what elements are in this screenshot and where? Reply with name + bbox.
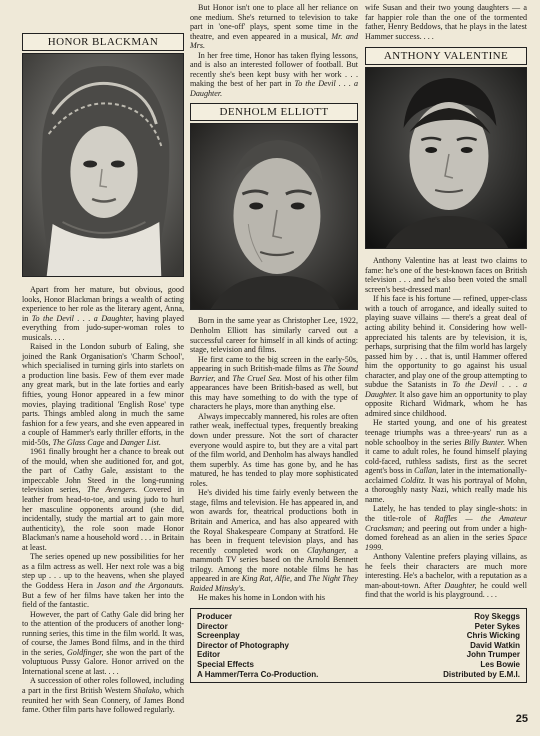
bio-paragraph: A succession of other roles followed, including a part in the first British Western Shalako, which reunited her with Sean Connery, of James Bond fame. Other film parts have followed regularly. [22, 676, 184, 715]
bio-paragraph: Always impeccably mannered, his roles are often rather weak, ineffectual types, frequently breaking down under pressure. Not the sort of character everyone would aspire to, but they are a vital part of the film world, and Denholm has always handled them superbly. As time has gone by, and he has matured, he has tended to play more sophisticated roles. [190, 411, 358, 488]
bio-paragraph: Raised in the London suburb of Ealing, she joined the Rank Organisation's 'Charm School', which specialised in turning girls into starlets on a production line basis. Few of them ever made any great mark, but in the late forties and early fifties, young Honor appeared in a few minor movies, playing traditional 'English Rose' type parts. Things ambled along in much the same fashion for a few years, and she even appeared in a couple of Hammer's early thriller efforts, in the mid-50s, The Glass Cage and Danger List. [22, 342, 184, 447]
name-heading-anthony-valentine: ANTHONY VALENTINE [365, 47, 527, 65]
honor-biography [22, 285, 184, 715]
credit-row: Director of Photography David Watkin [197, 640, 520, 650]
credit-row: Producer Roy Skeggs [197, 612, 520, 621]
portrait-image [366, 68, 526, 248]
anthony-biography [365, 256, 527, 600]
portrait-image [191, 124, 357, 309]
bio-paragraph: Anthony Valentine has at least two claims to fame: he's one of the best-known faces on British television . . . and he's also been voted the small screen's best-dressed man! [365, 256, 527, 294]
column-honor-blackman [22, 0, 184, 715]
name-heading-denholm-elliott: DENHOLM ELLIOTT [190, 103, 358, 121]
denholm-continued [365, 3, 527, 41]
honor-continued [190, 3, 358, 98]
bio-paragraph: However, the part of Cathy Gale did bring her to the attention of the producers of another long-running series, this time in the film world. It was, of course, the James Bond films, and in the third in the series, Goldfinger, she won the part of the voluptuous Pussy Galore. Honor arrived on the International scene at last. . . . [22, 609, 184, 676]
bio-paragraph: But Honor isn't one to place all her reliance on one medium. She's returned to television to take part in 'one-off' plays, spent some time in the theatre, and even appeared in a musical, Mr. and Mrs. [190, 3, 358, 51]
bio-paragraph: Born in the same year as Christopher Lee, 1922, Denholm Elliott has similarly carved out a successful career for himself in all kinds of acting: stage, television and films. [190, 316, 358, 355]
bio-paragraph: He first came to the big screen in the early-50s, appearing in such British-made films as The Sound Barrier, and The Cruel Sea. Most of his other film appearances have been British-based as well, but this may have something to do with the type of characters he plays, more than anything else. [190, 354, 358, 412]
bio-paragraph: 1961 finally brought her a chance to break out of the mould, when she auditioned for, and got, the part of Cathy Gale, assistant to the impeccable John Steed in the long-running television series, The Avengers. Covered in leather from head-to-toe, and using judo to hurl her masculine opponents around (she did, incidentally, study the martial art to gain more authenticity), the role soon made Honor Blackman's name a household word . . . in Britain at least. [22, 447, 184, 552]
denholm-biography [190, 316, 358, 602]
bio-paragraph: He started young, and one of his greatest teenage triumphs was a three-years' run as a noble schoolboy in the series Billy Bunter. When it came to adult roles, he found himself playing cold-faced, ruthless sadists, first as the secret agent's boss in Callan, later in the internationally-acclaimed Colditz. It was his portrayal of Mohn, a thoroughly nasty Nazi, which really made his name. [365, 418, 528, 504]
credit-row: Screenplay Chris Wicking [197, 631, 520, 641]
credit-row: Special Effects Les Bowie [197, 659, 520, 669]
photo-honor-blackman [22, 53, 184, 277]
bio-paragraph: Lately, he has tended to play single-shots: in the title-role of Raffles — the Amateur Cracksman; and peering out from under a high-domed forehead as an alien in the series Space 1999. [365, 504, 527, 552]
credit-row: Director Peter Sykes [197, 621, 520, 631]
name-heading-honor-blackman: HONOR BLACKMAN [22, 33, 184, 51]
bio-paragraph: Apart from her mature, but obvious, good looks, Honor Blackman brings a wealth of acting experience to her role as the literary agent, Anna, in To the Devil . . . a Daughter, having played everything from judo-super-woman roles to musicals. . . . [22, 285, 184, 342]
bio-paragraph: The series opened up new possibilities for her as a film actress as well. Her next role was a big step up . . . up to the heavens, when she played the Goddess Hera in Jason and the Argonauts. But a few of her films have taken her into the field of the fantastic. [22, 552, 184, 610]
bio-paragraph: He makes his home in London with his [198, 593, 326, 603]
bio-paragraph: If his face is his fortune — refined, upper-class with a touch of arrogance, and ideally suited to playing suave villains — there's a great deal of acting ability behind it. Considering how well-appreciated his talents are by television, it is, perhaps, surprising that the film world has largely passed him by . . . that is, until Hammer offered him the opportunity to go against his usual character, and play one of the group attempting to subdue the Satanists in To the Devil . . . a Daughter. It also gave him an opportunity to play opposite Richard Widmark, whom he has admired since childhood. [365, 294, 527, 418]
page-number: 25 [515, 713, 528, 725]
column-anthony-valentine [365, 0, 527, 600]
film-credits-box [190, 608, 527, 683]
bio-paragraph: Anthony Valentine prefers playing villains, as he feels their characters are much more interesting. He's a bachelor, with a reputation as a man-about-town. After Daughter, he could well find that the world is his playground. . . . [365, 552, 527, 600]
photo-anthony-valentine [365, 67, 527, 249]
photo-denholm-elliott [190, 123, 358, 310]
bio-paragraph: In her free time, Honor has taken flying lessons, and is also an interested follower of football. But recently she's been kept busy with her work . . . making the best of her part in To the Devil . . . a Daughter. [190, 50, 359, 98]
column-denholm-elliott [190, 0, 358, 603]
credit-row: A Hammer/Terra Co-Production. Distributed by E.M.I. [197, 669, 520, 679]
bio-paragraph: wife Susan and their two young daughters — a far happier role than the one of the tormented father, Henry Beddows, that he plays in the latest Hammer success. . . . [365, 3, 527, 41]
credit-row: Editor John Trumper [197, 650, 520, 660]
bio-paragraph: He's divided his time fairly evenly between the stage, films and television. He has appeared in, and won awards for, theatrical productions both in Britain and America, and has also appeared with the Royal Shakespeare Company at Stratford. He has been in frequent television plays, and has recently completed work on Clayhanger, a mammoth TV series based on the Arnold Bennett trilogy. Among the more notable films he has appeared in are King Rat, Alfie, and The Night They Raided Minsky's. [190, 488, 359, 593]
portrait-image [23, 54, 183, 276]
